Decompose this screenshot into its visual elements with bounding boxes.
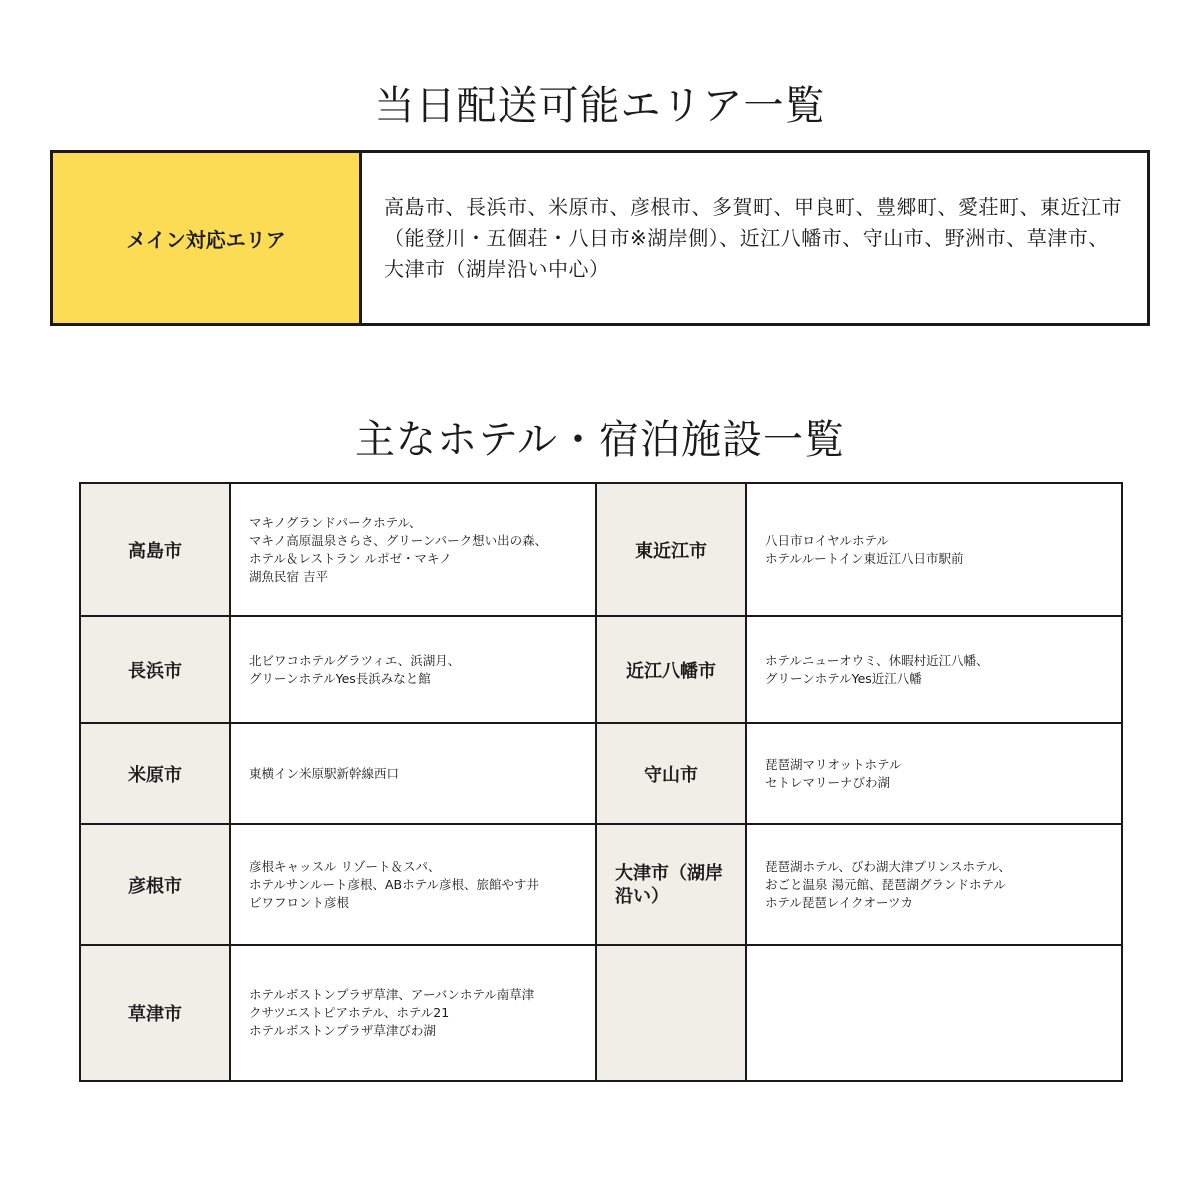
hotel-table	[79, 482, 1123, 1082]
hotel-line: ホテル琵琶レイクオーツカ	[765, 894, 914, 910]
city-cell: 守山市	[596, 723, 746, 824]
hotel-line: 八日市ロイヤルホテル	[765, 532, 889, 548]
table-row	[80, 483, 1122, 616]
hotel-list-cell	[746, 723, 1122, 824]
hotel-line: 彦根キャッスル リゾート＆スパ、	[249, 858, 441, 874]
hotel-line: 北ビワコホテルグラツィエ、浜湖月、	[249, 652, 461, 668]
hotel-list-cell	[230, 483, 596, 616]
hotel-line: マキノ高原温泉さらさ、グリーンパーク想い出の森、	[249, 532, 548, 548]
hotel-line: ホテルルートイン東近江八日市駅前	[765, 550, 964, 566]
empty-city-cell	[596, 945, 746, 1081]
city-cell: 東近江市	[596, 483, 746, 616]
hotel-line: 湖魚民宿 吉平	[249, 568, 328, 584]
hotel-line: ホテルニューオウミ、休暇村近江八幡、	[765, 652, 989, 668]
hotel-list-cell	[746, 824, 1122, 945]
city-cell: 長浜市	[80, 616, 230, 723]
main-area-label: メイン対応エリア	[53, 153, 362, 323]
hotel-line: マキノグランドパークホテル、	[249, 514, 422, 530]
hotel-line: 東横イン米原駅新幹線西口	[249, 765, 400, 781]
hotel-line: セトレマリーナびわ湖	[765, 774, 891, 790]
hotel-list-cell	[230, 824, 596, 945]
main-area-list: 高島市、長浜市、米原市、彦根市、多賀町、甲良町、豊郷町、愛荘町、東近江市（能登川・五個荘・八日市※湖岸側）、近江八幡市、守山市、野洲市、草津市、大津市（湖岸沿い中心）	[384, 194, 1122, 281]
hotel-list-cell	[746, 616, 1122, 723]
hotel-line: 琵琶湖マリオットホテル	[765, 756, 902, 772]
hotel-line: 琵琶湖ホテル、びわ湖大津プリンスホテル、	[765, 858, 1011, 874]
table-row	[80, 723, 1122, 824]
hotel-line: ホテルボストンプラザ草津、アーバンホテル南草津	[249, 987, 535, 1002]
hotel-list-cell	[230, 723, 596, 824]
hotel-line: グリーンホテルYes長浜みなと館	[249, 670, 431, 686]
hotel-line: クサツエストピアホテル、ホテル21	[249, 1005, 450, 1020]
hotel-line: ホテル＆レストラン ルポゼ・マキノ	[249, 550, 452, 566]
hotel-list-cell	[746, 483, 1122, 616]
table-row	[80, 945, 1122, 1081]
city-cell: 米原市	[80, 723, 230, 824]
delivery-area-table	[50, 150, 1150, 326]
city-cell: 大津市（湖岸沿い）	[596, 824, 746, 945]
hotel-line: おごと温泉 湯元館、琵琶湖グランドホテル	[765, 876, 1006, 892]
hotel-line: ビワフロント彦根	[249, 894, 350, 910]
hotel-line: ホテルボストンプラザ草津びわ湖	[249, 1023, 436, 1038]
table-row	[80, 616, 1122, 723]
hotel-list-cell	[230, 945, 596, 1081]
city-cell: 高島市	[80, 483, 230, 616]
city-cell: 近江八幡市	[596, 616, 746, 723]
delivery-area-title: 当日配送可能エリア一覧	[374, 83, 826, 129]
empty-hotel-list-cell	[746, 945, 1122, 1081]
hotel-line: ホテルサンルート彦根、ABホテル彦根、旅館やす井	[249, 876, 539, 892]
city-cell: 草津市	[80, 945, 230, 1081]
hotel-list-title: 主なホテル・宿泊施設一覧	[355, 417, 845, 463]
city-cell: 彦根市	[80, 824, 230, 945]
hotel-list-cell	[230, 616, 596, 723]
table-row	[80, 824, 1122, 945]
hotel-line: グリーンホテルYes近江八幡	[765, 670, 922, 686]
